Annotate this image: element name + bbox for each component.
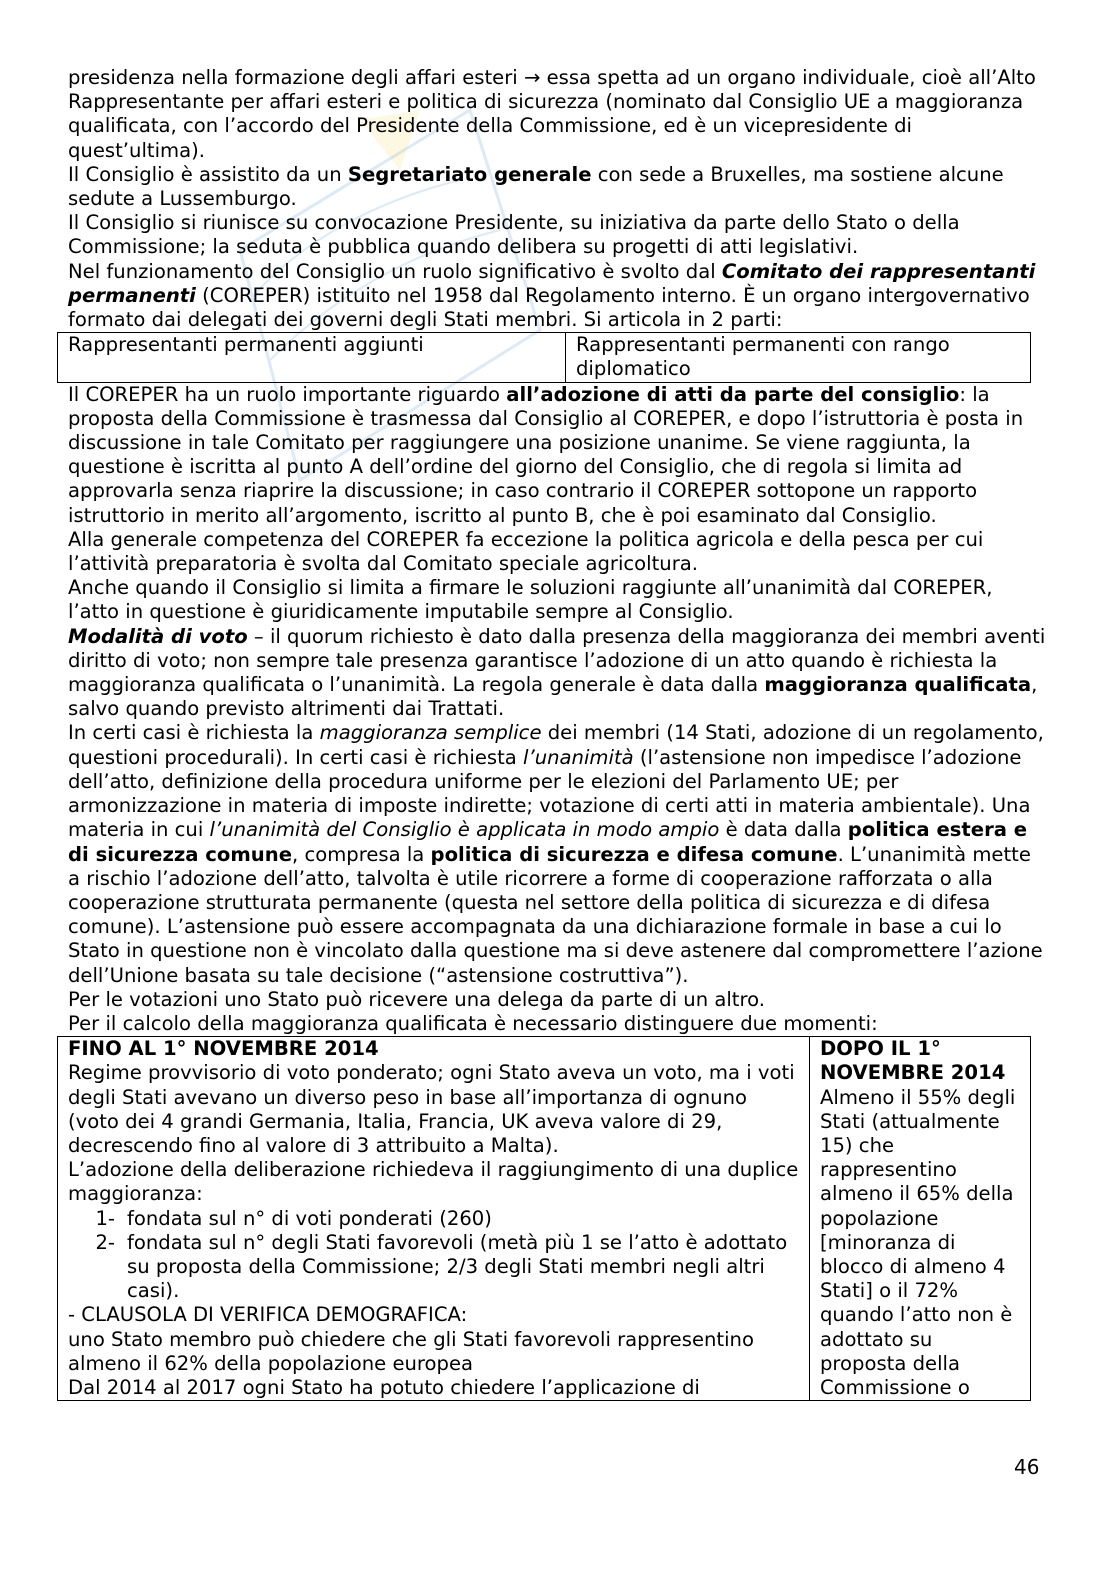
paragraph: Il COREPER ha un ruolo importante riguardo all’adozione di atti da parte del consiglio: la proposta della Commissione è trasmessa dal Consiglio al COREPER, e dopo l’istruttoria è posta in discussione in tale Comitato per raggiungere una posizione unanime. Se viene raggiunta, la questione è iscritta al punto A dell’ordine del giorno del Consiglio, che di regola si limita ad approvarla senza riaprire la discussione; in caso contrario il COREPER sottopone un rapporto istruttorio in merito all’argomento, iscritto al punto B, che è poi esaminato dal Consiglio. [68, 382, 1024, 527]
before-2014-text: L’adozione della deliberazione richiedeva il raggiungimento di una duplice maggioranza: [68, 1158, 799, 1206]
paragraph: Anche quando il Consiglio si limita a firmare le soluzioni raggiunte all’unanimità dal COREPER, l’atto in questione è giuridicamente imputabile sempre al Consiglio. [68, 576, 993, 624]
qualified-majority-table [57, 1036, 1031, 1401]
paragraph: Alla generale competenza del COREPER fa eccezione la politica agricola e della pesca per cui l’attività preparatoria è svolta dal Comitato speciale agricoltura. [68, 527, 984, 576]
after-2014-title: DOPO IL 1° NOVEMBRE 2014 [820, 1037, 1006, 1085]
paragraph: Nel funzionamento del Consiglio un ruolo significativo è svolto dal Comitato dei rappresentanti permanenti (COREPER) istituito nel 1958 dal Regolamento interno. È un organo intergovernativo formato dai delegati dei governi degli Stati membri. Si articola in 2 parti: [68, 259, 1036, 332]
page-number: 46 [1014, 1455, 1040, 1479]
paragraph: Per le votazioni uno Stato può ricevere una delega da parte di un altro. [68, 987, 765, 1011]
before-2014-text: Dal 2014 al 2017 ogni Stato ha potuto chiedere l’applicazione di [68, 1375, 700, 1399]
before-2014-title: FINO AL 1° NOVEMBRE 2014 [68, 1037, 379, 1061]
list-item: 2- fondata sul n° degli Stati favorevoli (metà più 1 se l’atto è adottato su proposta della Commissione; 2/3 degli Stati membri negli altri casi). [95, 1230, 788, 1303]
coreper-table [57, 332, 1031, 382]
paragraph: Per il calcolo della maggioranza qualificata è necessario distinguere due momenti: [68, 1011, 878, 1035]
paragraph: presidenza nella formazione degli affari esteri → essa spetta ad un organo individuale, cioè all’Alto Rappresentante per affari esteri e politica di sicurezza (nominato dal Consiglio UE a maggioranza qualificata, con l’accordo del Presidente della Commissione, ed è un vicepresidente di quest’ultima). [68, 66, 1036, 162]
paragraph: In certi casi è richiesta la maggioranza semplice dei membri (14 Stati, adozione di un regolamento, questioni procedurali). In certi casi è richiesta l’unanimità (l’astensione non impedisce l’adozione dell’atto, definizione della procedura uniforme per le elezioni del Parlamento UE; per armonizzazione in materia di imposte indirette; votazione di certi atti in materia ambientale). Una materia in cui l’unanimità del Consiglio è applicata in modo ampio è data dalla politica estera e di sicurezza comune, compresa la politica di sicurezza e difesa comune. L’unanimità mette a rischio l’adozione dell’atto, talvolta è utile ricorrere a forme di cooperazione rafforzata o alla cooperazione strutturata permanente (questa nel settore della politica di sicurezza e di difesa comune). L’astensione può essere accompagnata da una dichiarazione formale in base a cui lo Stato in questione non è vincolato dalla questione ma si deve astenere dal compromettere l’azione dell’Unione basata su tale decisione (“astensione costruttiva”). [68, 721, 1044, 987]
after-2014-text: Almeno il 55% degli Stati (attualmente 15) che rappresentino almeno il 65% della popolazione [minoranza di blocco di almeno 4 Stati] o il 72% quando l’atto non è adottato su proposta della Commissione o [820, 1085, 1016, 1399]
arrow-icon: → [523, 66, 541, 89]
after-2014-cell [810, 1037, 1031, 1401]
paragraph: Modalità di voto – il quorum richiesto è dato dalla presenza della maggioranza dei membri aventi diritto di voto; non sempre tale presenza garantisce l’adozione di un atto quando è richiesta la maggioranza qualificata o l’unanimità. La regola generale è data dalla maggioranza qualificata, salvo quando previsto altrimenti dai Trattati. [68, 624, 1046, 721]
coreper-cell-left: Rappresentanti permanenti aggiunti [58, 333, 566, 382]
before-2014-cell [58, 1037, 810, 1401]
paragraph: Il Consiglio è assistito da un Segretariato generale con sede a Bruxelles, ma sostiene alcune sedute a Lussemburgo. [68, 162, 1004, 211]
paragraph: Il Consiglio si riunisce su convocazione Presidente, su iniziativa da parte dello Stato o della Commissione; la seduta è pubblica quando delibera su progetti di atti legislativi. [68, 211, 960, 259]
before-2014-text: uno Stato membro può chiedere che gli Stati favorevoli rappresentino almeno il 62% della popolazione europea [68, 1327, 754, 1375]
list-item: 1- fondata sul n° di voti ponderati (260) [95, 1206, 492, 1230]
before-2014-text: Regime provvisorio di voto ponderato; ogni Stato aveva un voto, ma i voti degli Stati avevano un diverso peso in base all’importanza di ognuno (voto dei 4 grandi Germania, Italia, Francia, UK aveva valore di 29, decrescendo fino al valore di 3 attribuito a Malta). [68, 1061, 795, 1157]
page-content [68, 66, 1048, 1401]
coreper-cell-right: Rappresentanti permanenti con rango diplomatico [566, 333, 1031, 382]
before-2014-text: - CLAUSOLA DI VERIFICA DEMOGRAFICA: [68, 1303, 468, 1327]
